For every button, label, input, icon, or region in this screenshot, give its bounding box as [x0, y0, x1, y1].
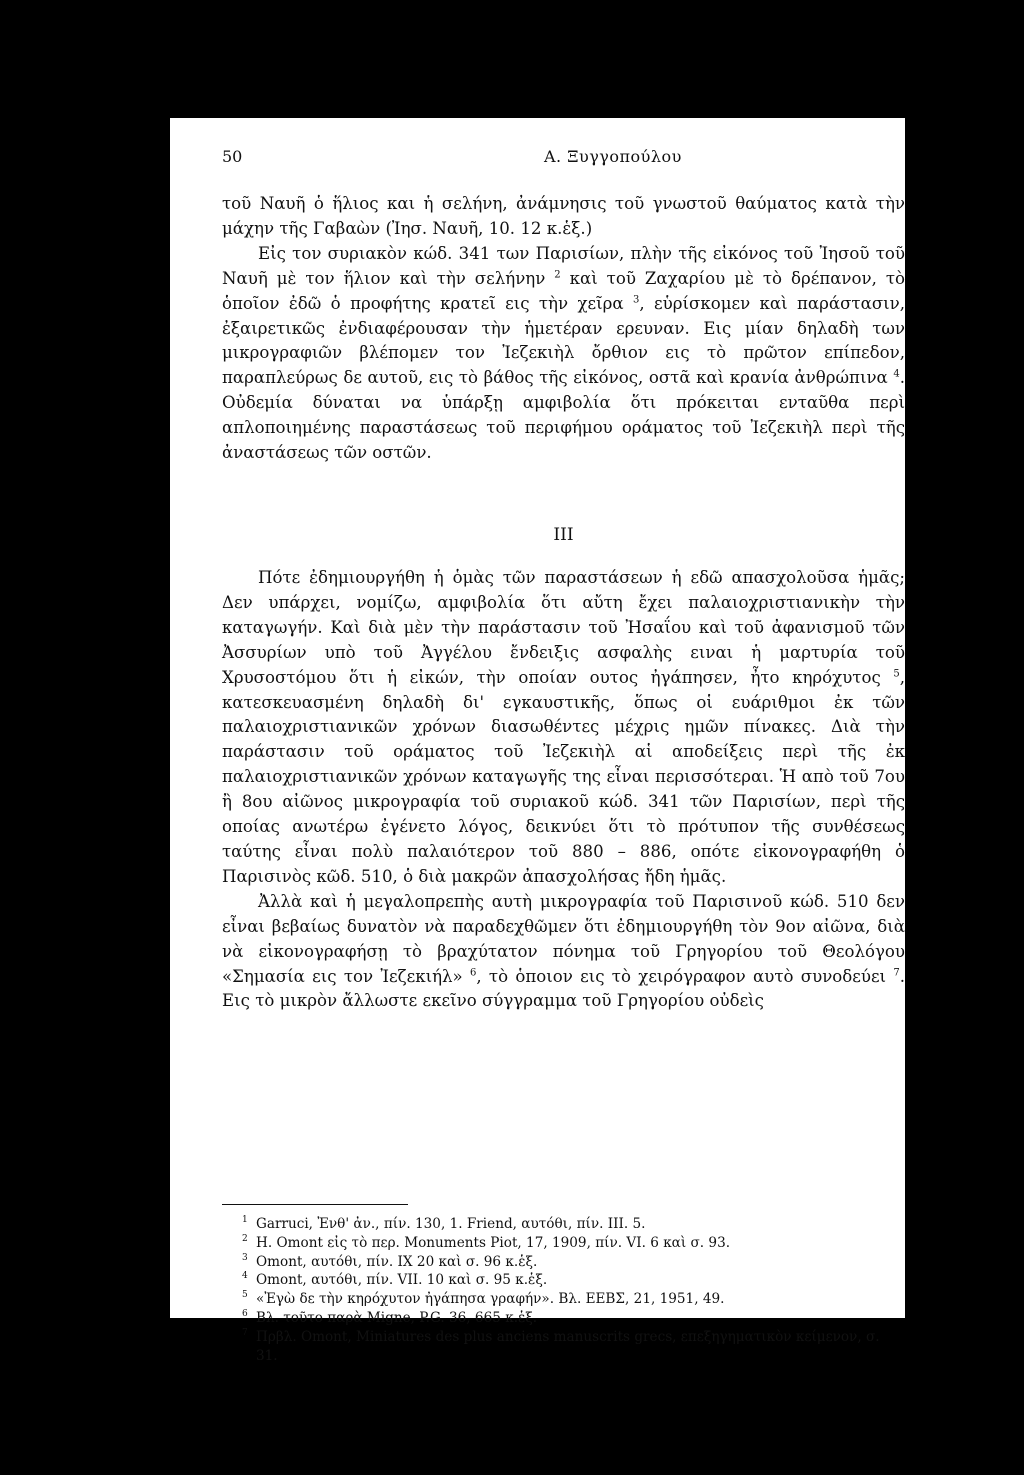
- footnote-divider: [222, 1204, 408, 1205]
- footnote-text: «Ἐγὼ δε τὴν κηρόχυτον ἠγάπησα γραφήν». Βλ. ΕΕΒΣ, 21, 1951, 49.: [256, 1291, 725, 1308]
- footnote-item: [222, 1290, 905, 1309]
- footnote-number: 2: [242, 1233, 248, 1244]
- document-page: [170, 118, 906, 1364]
- body-text: . Εις τὸ μικρὸν ἄλλωστε εκεῖνο σύγγραμμα τοῦ Γρηγορίου οὐδεὶς: [222, 966, 906, 1011]
- footnote-text: H. Omont εἰς τὸ περ. Monuments Piot, 17, 1909, πίν. VI. 6 καὶ σ. 93.: [256, 1234, 731, 1251]
- footnote-text: Πρβλ. Omont, Miniatures des plus anciens manuscrits grecs, επεξηγηματικὸν κείμενον, σ. 31.: [256, 1328, 880, 1364]
- paragraph-1-line-a: [222, 192, 905, 242]
- footnote-number: 5: [242, 1290, 248, 1301]
- paragraph-2: [222, 566, 905, 1014]
- page-number: 50: [222, 147, 243, 166]
- footnotes: [222, 1215, 905, 1365]
- paragraph-2-body: [222, 566, 905, 890]
- footnote-ref: 5: [893, 668, 900, 680]
- footnote-number: 6: [242, 1308, 248, 1319]
- body-text: Εἰς τον συριακὸν κώδ. 341 των Παρισίων, πλὴν τῆς εἰκόνος τοῦ Ἰησοῦ τοῦ Ναυῆ μὲ τον ἥλιον καὶ τὴν σελήνην: [222, 243, 905, 288]
- body-text: Πότε ἐδημιουργήθη ἡ ὁμὰς τῶν παραστάσεων ἡ εδῶ απασχολοῦσα ἡμᾶς; Δεν υπάρχει, νομίζω, αμφιβολία ὅτι αὔτη ἔχει παλαιοχριστιανικὴν τὴν καταγωγήν. Καὶ διὰ μὲν τὴν παράστασιν τοῦ Ἠσαΐου καὶ τοῦ ἀφανισμοῦ τῶν Ἀσσυρίων υπὸ τοῦ Ἀγγέλου ἔνδειξις ασφαλὴς ειναι ἡ μαρτυρία τοῦ Χρυσοστόμου ὅτι ἡ εἰκών, τὴν οποίαν ουτος ἠγάπησεν, ἦτο κηρόχυτος: [222, 568, 905, 687]
- footnote-item: [222, 1271, 905, 1290]
- footnote-text: Βλ. τοῦτο παρὰ Migne, P.G. 36, 665 κ.ἑξ.: [256, 1309, 538, 1326]
- body-text: , κατεσκευασμένη δηλαδὴ δι' εγκαυστικῆς, ὅπως οἱ ευάριθμοι ἐκ τῶν παλαιοχριστιανικῶν χρόνων διασωθέντες μέχρις ημῶν πίνακες. Διὰ τὴν παράστασιν τοῦ οράματος τοῦ Ἰεζεκιὴλ αἱ αποδείξεις περὶ τῆς ἐκ παλαιοχριστιανικῶν χρόνων καταγωγῆς της εἶναι περισσότεραι. Ἡ απὸ τοῦ 7ου ἢ 8ου αἰῶνος μικρογραφία τοῦ συριακοῦ κώδ. 341 τῶν Παρισίων, περὶ τῆς οποίας ανωτέρω ἐγένετο λόγος, δεικνύει ὅτι τὸ πρότυπον τῆς συνθέσεως ταύτης εἶναι πολὺ παλαιότερον τοῦ 880 – 886, οπότε εἰκονογραφήθη ὁ Παρισινὸς κῶδ. 510, ὁ διὰ μακρῶν ἀπασχολήσας ἤδη ἡμᾶς.: [222, 667, 905, 886]
- paragraph-3-body: [222, 890, 905, 1015]
- section-heading: III: [553, 525, 574, 545]
- running-head: Α. Ξυγγοπούλου: [544, 147, 682, 166]
- footnote-text: Omont, αυτόθι, πίν. IX 20 καὶ σ. 96 κ.ἑξ.: [256, 1253, 538, 1270]
- footnote-ref: 3: [633, 294, 640, 306]
- footnote-number: 3: [242, 1252, 248, 1263]
- paragraph-1-body: [222, 242, 905, 466]
- body-text: καὶ τοῦ Ζαχαρίου μὲ τὸ δρέπανον, τὸ ὁποῖον ἐδῶ ὁ προφήτης κρατεῖ εις τὴν χεῖρα: [222, 268, 905, 313]
- footnote-item: [222, 1234, 905, 1253]
- footnote-number: 1: [242, 1215, 248, 1225]
- footnote-text: Garruci, Ἐνθ' ἀν., πίν. 130, 1. Friend, αυτόθι, πίν. III. 5.: [256, 1216, 646, 1232]
- page-header: [222, 142, 862, 172]
- footnote-item: [222, 1215, 905, 1234]
- body-text: , τὸ ὁποιον εις τὸ χειρόγραφον αυτὸ συνοδεύει: [476, 966, 887, 986]
- footnote-number: 7: [242, 1327, 248, 1338]
- footnote-ref: 4: [893, 368, 900, 380]
- footnote-item: [222, 1309, 905, 1328]
- footnote-ref: 6: [469, 966, 477, 978]
- footnote-number: 4: [242, 1271, 248, 1282]
- body-text: , εὑρίσκομεν καὶ παράστασιν, ἐξαιρετικῶς ἐνδιαφέρουσαν τὴν ἡμετέραν ερευναν. Εις μίαν δηλαδὴ των μικρογραφιῶν βλέπομεν τον Ἰεζεκιὴλ ὄρθιον εις τὸ πρῶτον επίπεδον, παραπλεύρως δε αυτοῦ, εις τὸ βάθος τῆς εἰκόνος, οστᾶ καὶ κρανία ἀνθρώπινα: [222, 293, 906, 388]
- body-text: τοῦ Ναυῆ ὁ ἥλιος και ἡ σελήνη, ἀνάμνησις τοῦ γνωστοῦ θαύματος κατὰ τὴν μάχην τῆς Γαβαὼν (Ἰησ. Ναυῆ, 10. 12 κ.ἑξ.): [222, 194, 905, 238]
- footnote-item: [222, 1328, 905, 1366]
- body-text: . Οὐδεμία δύναται να ὑπάρξῃ αμφιβολία ὅτι πρόκειται ενταῦθα περὶ απλοποιημένης παραστάσεως τοῦ περιφήμου οράματος τοῦ Ἰεζεκιὴλ περὶ τῆς ἀναστάσεως τῶν οστῶν.: [222, 368, 905, 463]
- footnote-ref: 2: [554, 269, 561, 281]
- footnote-ref: 7: [893, 966, 900, 978]
- body-text: Ἀλλὰ καὶ ἡ μεγαλοπρεπὴς αυτὴ μικρογραφία τοῦ Παρισινοῦ κώδ. 510 δεν εἶναι βεβαίως δυνατὸν νὰ παραδεχθῶμεν ὅτι ἐδημιουργήθη τὸν 9ον αἰῶνα, διὰ νὰ εἰκονογραφήσῃ τὸ βραχύτατον πόνημα τοῦ Γρηγορίου τοῦ Θεολόγου «Σημασία εις τον Ἰεζεκιήλ»: [222, 891, 905, 986]
- paragraph-1: [222, 192, 905, 466]
- footnote-text: Omont, αυτόθι, πίν. VII. 10 καὶ σ. 95 κ.ἑξ.: [256, 1272, 548, 1289]
- footnote-item: [222, 1253, 905, 1272]
